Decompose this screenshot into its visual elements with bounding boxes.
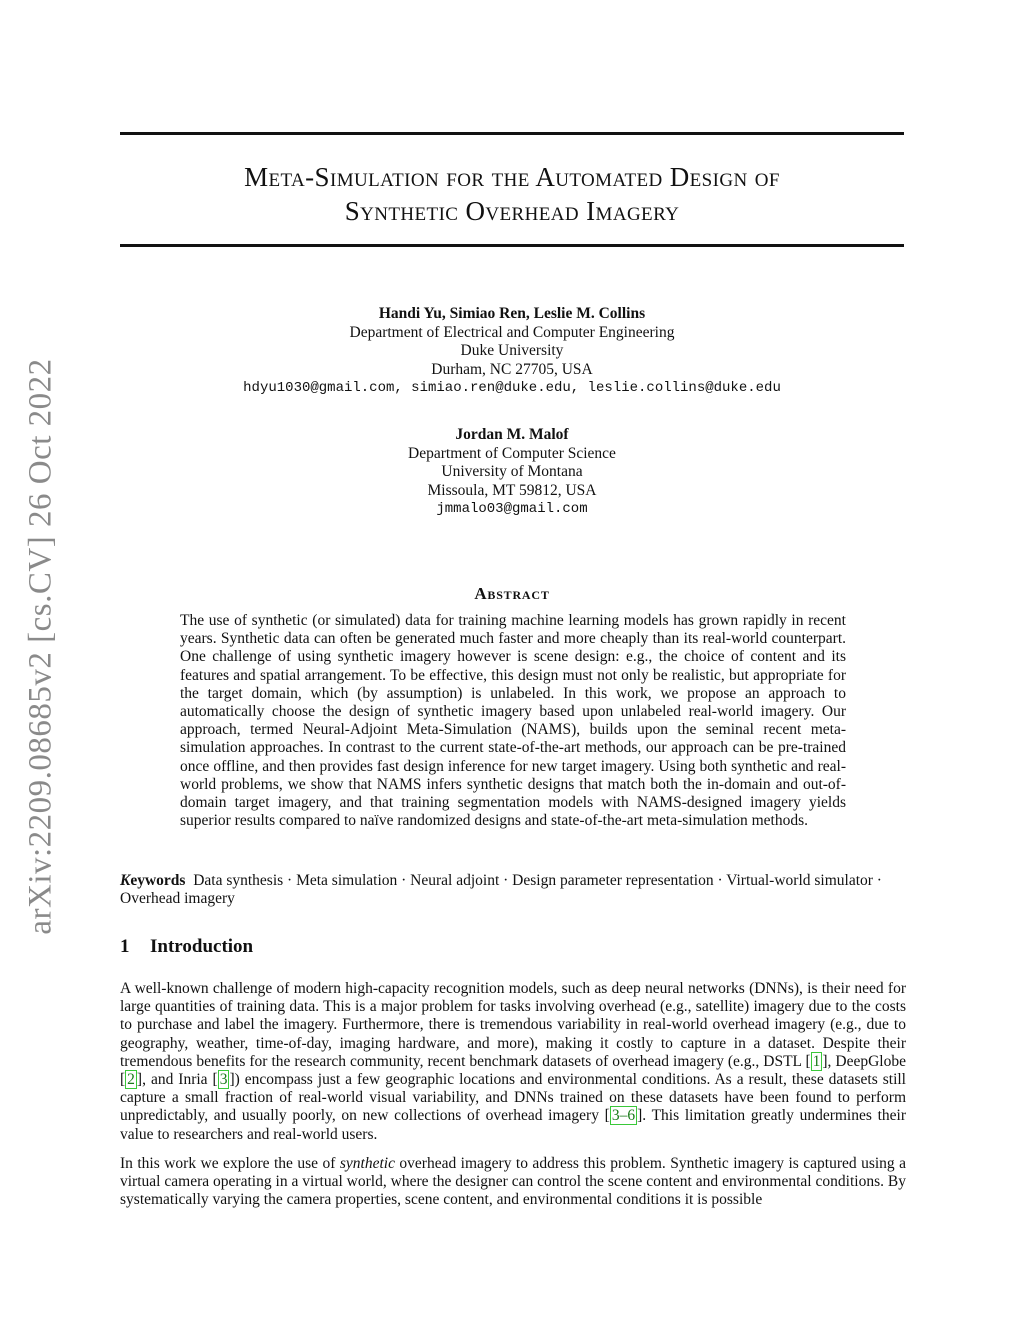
paragraph-text: ], and Inria [: [136, 1071, 218, 1089]
keywords: [120, 872, 904, 908]
author-block-duke: [120, 305, 904, 398]
affiliation-line: Missoula, MT 59812, USA: [427, 481, 597, 499]
paragraph-text: A well-known challenge of modern high-capacity recognition models, such as deep neural networks (DNNs), is their need for large quantities of training data. This is a major problem for tasks involving overhead (e.g., satellite) imagery due to the costs to purchase and label the imagery. Furthermore, there is tremendous variability in real-world overhead imagery (e.g., due to geography, weather, time-of-day, imaging hardware, and more), making it costly to capture in a dataset. Despite their tremendous benefits for the research community, recent benchmark datasets of overhead imagery (e.g., DSTL [: [120, 980, 906, 1070]
author-names: Handi Yu, Simiao Ren, Leslie M. Collins: [378, 305, 646, 322]
citation-link[interactable]: 3: [219, 1071, 228, 1089]
keywords-text: Data synthesis · Meta simulation · Neural adjoint · Design parameter representation · Virtual-world simulator · Overhead imagery: [120, 872, 882, 908]
author-emails: jmmalo03@gmail.com: [436, 501, 588, 517]
citation-link[interactable]: 1: [812, 1052, 821, 1070]
affiliation-line: University of Montana: [441, 463, 583, 480]
paper-title-line-2: Synthetic Overhead Imagery: [344, 196, 680, 226]
paper-title: [120, 160, 904, 228]
arxiv-stamp: [18, 356, 64, 936]
abstract-text: The use of synthetic (or simulated) data for training machine learning models has grown rapidly in recent years. Synthetic data can often be generated much faster and more cheaply than its real-world counterpart. One challenge of using synthetic imagery however is scene design: e.g., the choice of content and its features and spatial arrangement. To be effective, this design must not only be realistic, but appropriate for the target domain, which (by assumption) is unlabeled. In this work, we propose an approach to automatically choose the design of synthetic imagery based upon unlabeled real-world imagery. Our approach, termed Neural-Adjoint Meta-Simulation (NAMS), builds upon the seminal recent meta-simulation approaches. In contrast to the current state-of-the-art methods, our approach can be pre-trained once offline, and then provides fast design inference for new target imagery. Using both synthetic and real-world problems, we show that NAMS infers synthetic designs that match both the in-domain and out-of-domain target imagery, and that training segmentation models with NAMS-designed imagery yields superior results compared to naïve randomized designs and state-of-the-art meta-simulation methods.: [180, 612, 846, 830]
title-rule-bottom: [120, 244, 904, 247]
affiliation-line: Department of Computer Science: [408, 444, 616, 462]
citation-link[interactable]: 3–6: [611, 1107, 636, 1125]
section-heading-introduction: [120, 936, 253, 958]
paper-title-line-1: Meta-Simulation for the Automated Design of: [244, 162, 780, 192]
keywords-label-k: K: [120, 872, 131, 889]
affiliation-line: Duke University: [460, 342, 564, 359]
citation-link[interactable]: 2: [127, 1071, 135, 1089]
section-number: 1: [120, 936, 130, 957]
arxiv-stamp-text: arXiv:2209.08685v2 [cs.CV] 26 Oct 2022: [22, 357, 59, 935]
affiliation-line: Durham, NC 27705, USA: [431, 360, 593, 378]
intro-paragraph-2: [120, 1155, 906, 1210]
author-block-montana: [120, 426, 904, 519]
paragraph-text: ]. This limitation greatly undermines their value to researchers and real-world users.: [120, 1107, 906, 1143]
author-names: Jordan M. Malof: [455, 426, 569, 443]
emphasis-text: synthetic: [339, 1155, 395, 1172]
intro-paragraph-1: [120, 980, 906, 1144]
paragraph-text: ]) encompass just a few geographic locations and environmental conditions. As a result, these datasets still capture a small fraction of real-world visual variability, and DNNs trained on these datasets have been found to perform unpredictably, and usually poorly, on new collections of overhead imagery [: [120, 1071, 906, 1125]
paragraph-text: ], DeepGlobe [: [120, 1052, 906, 1089]
keywords-label: eywords: [130, 872, 186, 889]
paragraph-text: In this work we explore the use of: [120, 1155, 340, 1172]
paragraph-text: overhead imagery to address this problem. Synthetic imagery is captured using a virtual camera operating in a virtual world, where the designer can control the scene content and environmental conditions. By systematically varying the camera properties, scene content, and environmental conditions it is possible: [120, 1155, 906, 1209]
affiliation-line: Department of Electrical and Computer Engineering: [349, 323, 675, 341]
author-emails: hdyu1030@gmail.com, simiao.ren@duke.edu, leslie.collins@duke.edu: [243, 380, 781, 396]
section-title: Introduction: [150, 936, 254, 957]
abstract-heading: Abstract: [474, 584, 550, 603]
title-rule-top: [120, 132, 904, 135]
